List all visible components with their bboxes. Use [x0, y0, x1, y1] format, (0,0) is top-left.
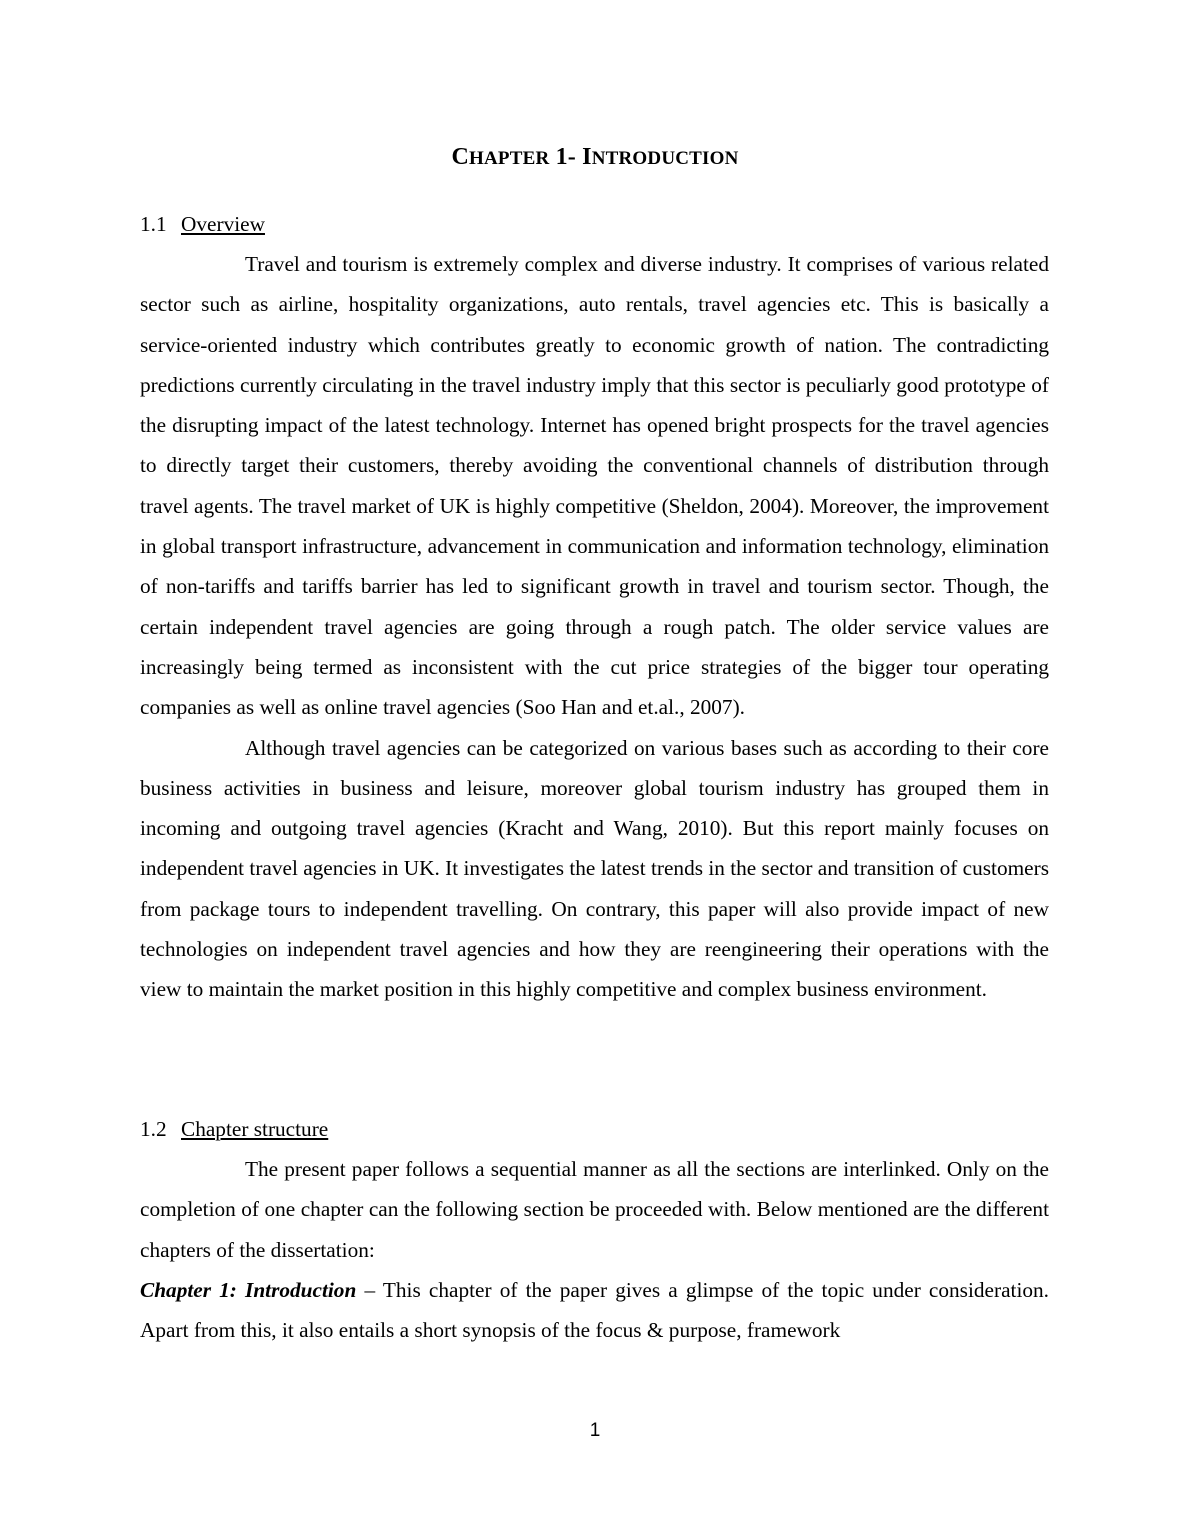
- chapter-title-cap-2: I: [582, 144, 592, 170]
- section-title: Overview: [181, 212, 265, 236]
- paragraph: Although travel agencies can be categorized on various bases such as according to their core business activities in business and leisure, moreover global tourism industry has grouped them in incoming and outgoing travel agencies (Kracht and Wang, 2010). But this report mainly focuses on independent travel agencies in UK. It investigates the latest trends in the sector and transition of customers from package tours to independent travelling. On contrary, this paper will also provide impact of new technologies on independent travel agencies and how they are reengineering their operations with the view to maintain the market position in this highly competitive and complex business environment.: [140, 735, 1049, 1002]
- chapter-item-label: Chapter 1: Introduction: [140, 1277, 357, 1302]
- chapter-title-cap-1: C: [451, 144, 469, 170]
- section-heading-chapter-structure: [140, 1114, 328, 1144]
- chapter-title-word-1: HAPTER: [469, 148, 550, 169]
- section-heading-overview: [140, 209, 265, 239]
- page-number: 1: [589, 1420, 601, 1441]
- section-number: 1.2: [140, 1117, 167, 1141]
- section-title: Chapter structure: [181, 1117, 329, 1141]
- chapter-item: [140, 1270, 1049, 1351]
- chapter-structure-body: [140, 1149, 1049, 1350]
- chapter-item-text: – This chapter of the paper gives a glimpse of the topic under consideration. Apart from this, it also entails a short synopsis of the focus & purpose, framework: [140, 1277, 1049, 1343]
- chapter-title: [0, 141, 1190, 175]
- paragraph: The present paper follows a sequential manner as all the sections are interlinked. Only on the completion of one chapter can the following section be proceeded with. Below mentioned are the different chapters of the dissertation:: [140, 1157, 1049, 1262]
- paragraph: Travel and tourism is extremely complex and diverse industry. It comprises of various related sector such as airline, hospitality organizations, auto rentals, travel agencies etc. This is basically a service-oriented industry which contributes greatly to economic growth of nation. The contradicting predictions currently circulating in the travel industry imply that this sector is peculiarly good prototype of the disrupting impact of the latest technology. Internet has opened bright prospects for the travel agencies to directly target their customers, thereby avoiding the conventional channels of distribution through travel agents. The travel market of UK is highly competitive (Sheldon, 2004). Moreover, the improvement in global transport infrastructure, advancement in communication and information technology, elimination of non-tariffs and tariffs barrier has led to significant growth in travel and tourism sector. Though, the certain independent travel agencies are going through a rough patch. The older service values are increasingly being termed as inconsistent with the cut price strategies of the bigger tour operating companies as well as online travel agencies (Soo Han and et.al., 2007).: [140, 252, 1049, 720]
- overview-body: [140, 244, 1049, 1010]
- chapter-title-number: 1-: [549, 144, 583, 170]
- section-number: 1.1: [140, 212, 167, 236]
- chapter-title-word-2: NTRODUCTION: [591, 148, 739, 169]
